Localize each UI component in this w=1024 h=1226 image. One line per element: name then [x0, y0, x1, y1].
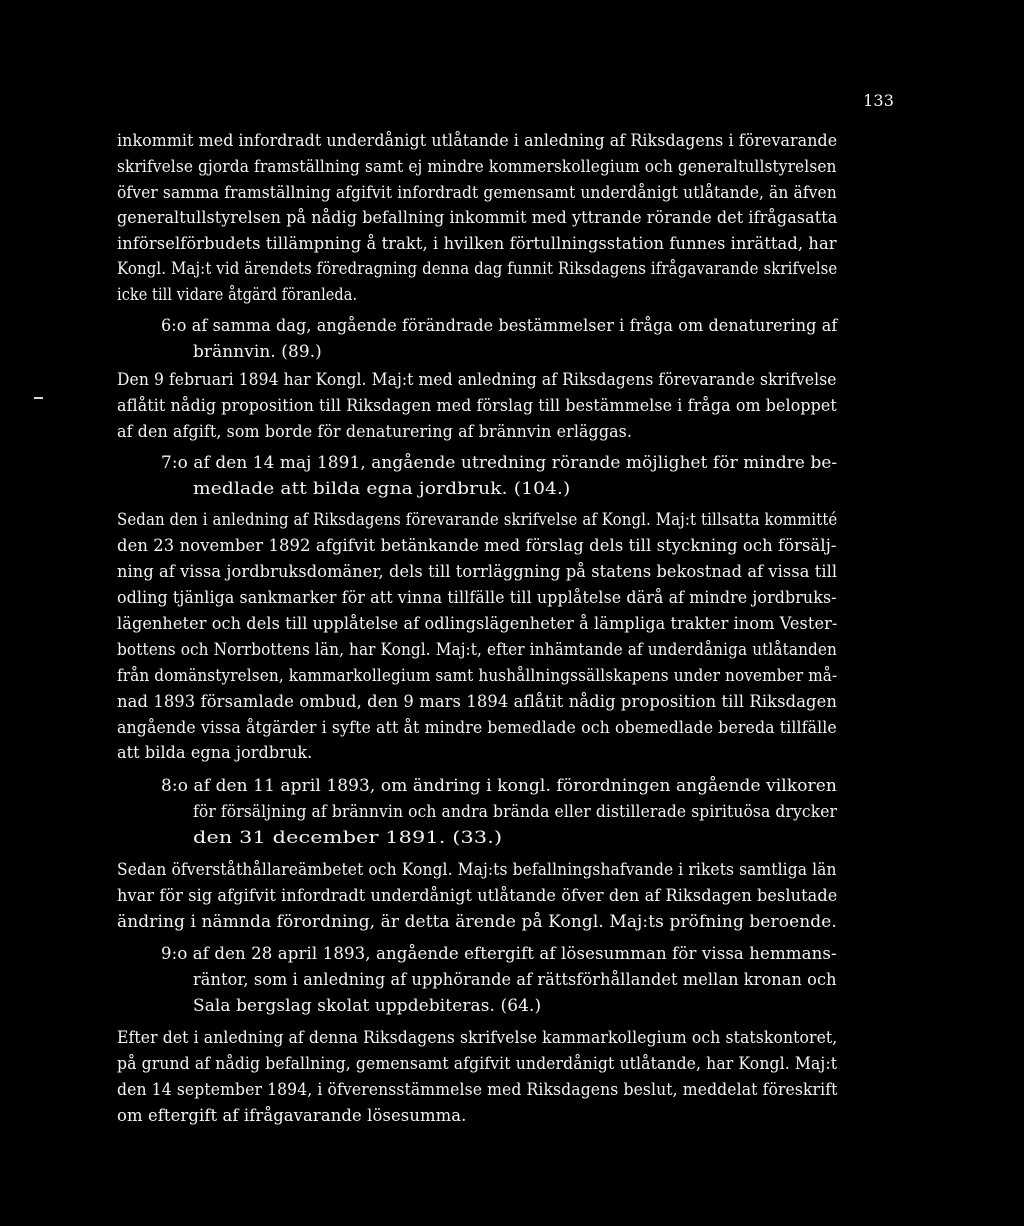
section-heading-line: för försäljning af brännvin och andra brända eller distillerade spirituösa drycker: [193, 802, 838, 821]
paragraph-line: från domänstyrelsen, kammarkollegium samt hushållningssällskapens under november må-: [117, 666, 838, 685]
paragraph-line: odling tjänliga sankmarker för att vinna tillfälle till upplåtelse därå af mindre jordbruks-: [117, 588, 837, 607]
section-heading-line: den 31 december 1891. (33.): [193, 828, 503, 847]
paragraph-line: bottens och Norrbottens län, har Kongl. Maj:t, efter inhämtande af underdåniga utlåtanden: [117, 640, 838, 659]
paragraph-line: på grund af nådig befallning, gemensamt afgifvit underdånigt utlåtande, har Kongl. Maj:t: [117, 1054, 838, 1073]
paragraph-line: Den 9 februari 1894 har Kongl. Maj:t med anledning af Riksdagens förevarande skrifvelse: [117, 370, 837, 389]
paragraph-line: generaltullstyrelsen på nådig befallning inkommit med yttrande rörande det ifrågasatta: [117, 208, 838, 227]
section-heading-line: 7:o af den 14 maj 1891, angående utredning rörande möjlighet för mindre be-: [161, 453, 838, 472]
paragraph-line: att bilda egna jordbruk.: [117, 743, 313, 762]
paragraph-line: ning af vissa jordbruksdomäner, dels till torrläggning på statens bekostnad af vissa till: [117, 562, 838, 581]
paragraph-line: Kongl. Maj:t vid ärendets föredragning denna dag funnit Riksdagens ifrågavarande skrifvelse: [117, 259, 838, 278]
paragraph-line: icke till vidare åtgärd föranleda.: [117, 285, 358, 304]
paragraph-line: skrifvelse gjorda framställning samt ej mindre kommerskollegium och generaltullstyrelsen: [117, 157, 837, 176]
paragraph-line: angående vissa åtgärder i syfte att åt mindre bemedlade och obemedlade bereda tillfälle: [117, 718, 837, 737]
paragraph-line: öfver samma framställning afgifvit infordradt gemensamt underdånigt utlåtande, än äfven: [117, 183, 837, 202]
paragraph-line: aflåtit nådig proposition till Riksdagen med förslag till bestämmelse i fråga om beloppet: [117, 396, 837, 415]
section-heading-line: Sala bergslag skolat uppdebiteras. (64.): [193, 996, 542, 1015]
section-heading-line: medlade att bilda egna jordbruk. (104.): [193, 479, 571, 498]
margin-mark: [34, 397, 43, 399]
section-heading-line: 8:o af den 11 april 1893, om ändring i kongl. förordningen angående vilkoren: [161, 776, 837, 795]
paragraph-line: Sedan öfverståthållareämbetet och Kongl. Maj:ts befallningshafvande i rikets samtliga län: [117, 860, 837, 879]
paragraph-line: af den afgift, som borde för denaturering af brännvin erläggas.: [117, 422, 633, 441]
paragraph-line: inkommit med infordradt underdånigt utlåtande i anledning af Riksdagens i förevarande: [117, 131, 838, 150]
paragraph-line: den 14 september 1894, i öfverensstämmelse med Riksdagens beslut, meddelat föreskrift: [117, 1080, 838, 1099]
paragraph-line: lägenheter och dels till upplåtelse af odlingslägenheter å lämpliga trakter inom Vester-: [117, 614, 838, 633]
paragraph-line: ändring i nämnda förordning, är detta ärende på Kongl. Maj:ts pröfning beroende.: [117, 912, 837, 931]
paragraph-line: hvar för sig afgifvit infordradt underdånigt utlåtande öfver den af Riksdagen beslutade: [117, 886, 838, 905]
paragraph-line: nad 1893 församlade ombud, den 9 mars 1894 aflåtit nådig proposition till Riksdagen: [117, 692, 837, 711]
section-heading-line: 9:o af den 28 april 1893, angående eftergift af lösesumman för vissa hemmans-: [161, 944, 837, 963]
paragraph-line: den 23 november 1892 afgifvit betänkande med förslag dels till styckning och försälj-: [117, 536, 837, 555]
paragraph-line: införselförbudets tillämpning å trakt, i hvilken förtullningsstation funnes inrättad, har: [117, 234, 837, 253]
paragraph-line: Sedan den i anledning af Riksdagens förevarande skrifvelse af Kongl. Maj:t tillsatta kommitté: [117, 510, 838, 529]
section-heading-line: brännvin. (89.): [193, 342, 322, 361]
paragraph-line: om eftergift af ifrågavarande lösesumma.: [117, 1106, 467, 1125]
page-number: 133: [863, 91, 894, 110]
section-heading-line: räntor, som i anledning af upphörande af rättsförhållandet mellan kronan och: [193, 970, 837, 989]
section-heading-line: 6:o af samma dag, angående förändrade bestämmelser i fråga om denaturering af: [161, 316, 838, 335]
paragraph-line: Efter det i anledning af denna Riksdagens skrifvelse kammarkollegium och statskontoret,: [117, 1028, 838, 1047]
